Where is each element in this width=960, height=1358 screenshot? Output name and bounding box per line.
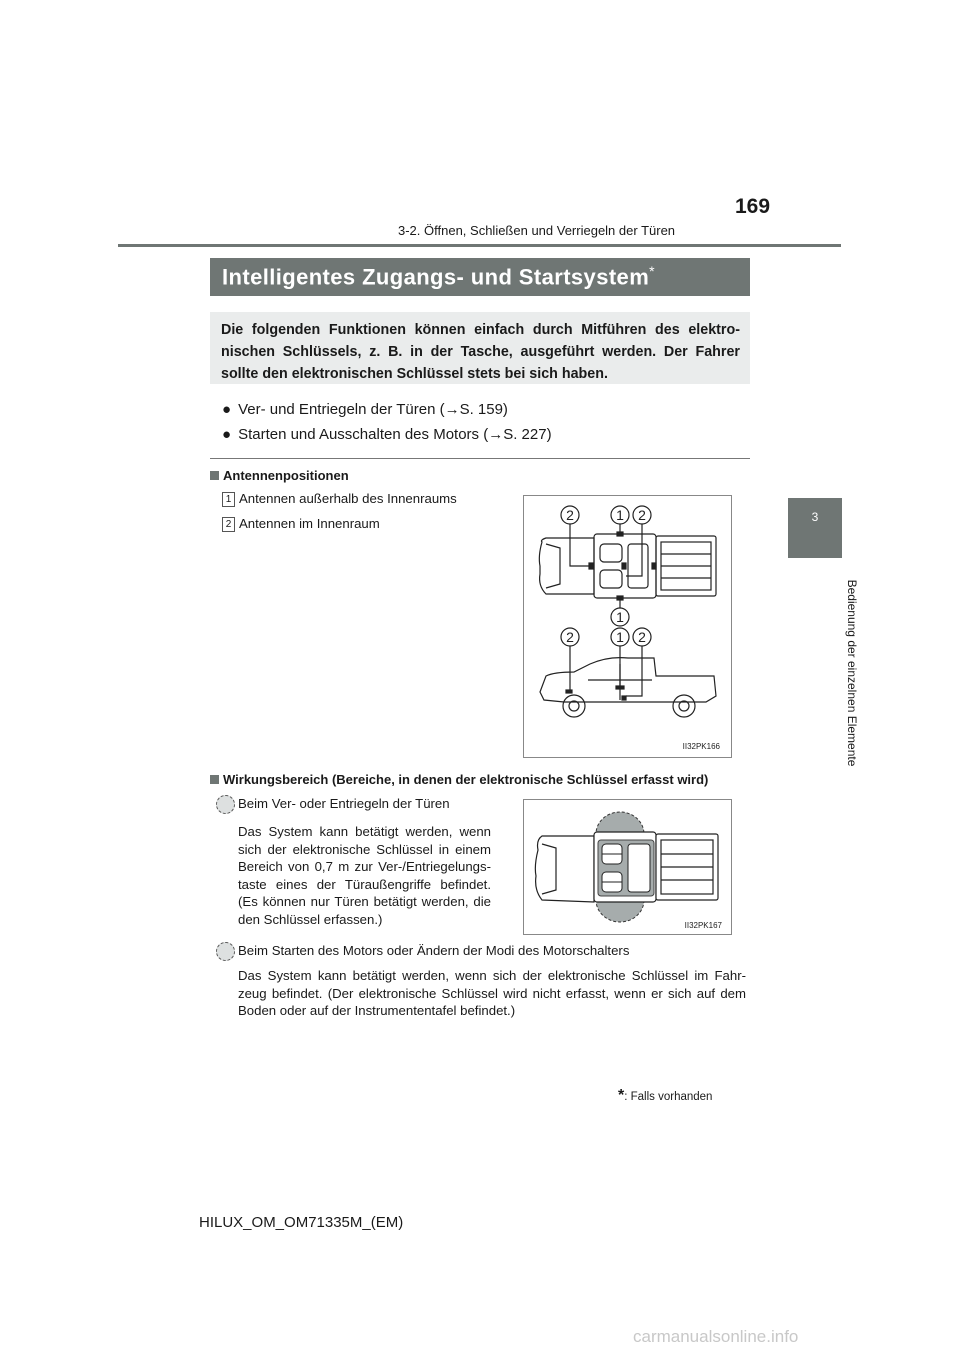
bullet-item bbox=[222, 426, 552, 443]
detection-area-icon bbox=[216, 942, 235, 961]
callout-2 bbox=[561, 506, 579, 524]
range-item-title: Beim Ver- oder Entriegeln der Türen bbox=[238, 796, 450, 811]
footnote-star: * bbox=[618, 1087, 625, 1104]
section-heading-text: Wirkungsbereich (Bereiche, in denen der elektronische Schlüssel erfasst wird) bbox=[223, 772, 709, 787]
intro-box: Die folgenden Funktionen können einfach durch Mitführen des elektro-nischen Schlüssels, z. B. in der Tasche, ausgeführt werden. Der Fahrer sollte den elektronischen Schlüssel stets bei sich haben. bbox=[210, 312, 750, 384]
watermark: carmanualsonline.info bbox=[633, 1327, 799, 1346]
figure-code: II32PK167 bbox=[684, 921, 722, 930]
range-item-doors bbox=[216, 795, 516, 813]
range-item-engine bbox=[216, 942, 756, 960]
callout-label: 2 bbox=[638, 629, 646, 645]
page-heading-text: Intelligentes Zugangs- und Startsystem bbox=[222, 264, 650, 290]
bullet-dot: ● bbox=[222, 401, 232, 418]
range-item-title: Beim Starten des Motors oder Ändern der Modi des Motorschalters bbox=[238, 943, 630, 958]
callout-1 bbox=[611, 608, 629, 626]
callout-1 bbox=[611, 506, 629, 524]
callout-2 bbox=[561, 628, 579, 646]
bullet-text: Starten und Ausschalten des Motors (→S. 227) bbox=[238, 426, 552, 443]
truck-antenna-illustration bbox=[524, 496, 731, 757]
range-item-body: Das System kann betätigt werden, wenn sich der elektronische Schlüssel im Fahr-zeug befindet. (Der elektronische Schlüssel wird nicht erfasst, wenn er sich auf dem Boden oder auf der Instrumententafel befindet.) bbox=[238, 968, 746, 1018]
callout-label: 2 bbox=[638, 507, 646, 523]
manual-code: HILUX_OM_OM71335M_(EM) bbox=[199, 1214, 404, 1231]
chapter-title: Bedienung der einzelnen Elemente bbox=[845, 579, 859, 767]
callout-2 bbox=[633, 628, 651, 646]
divider bbox=[210, 458, 750, 459]
page-heading bbox=[222, 263, 655, 290]
legend-item bbox=[222, 515, 512, 533]
header-rule bbox=[118, 244, 841, 247]
callout-label: 2 bbox=[566, 629, 574, 645]
page-number: 169 bbox=[735, 195, 771, 218]
callout-label: 2 bbox=[566, 507, 574, 523]
callout-number: 1 bbox=[222, 492, 235, 507]
bullet-dot: ● bbox=[222, 426, 232, 443]
figure-code: II32PK166 bbox=[682, 742, 720, 751]
range-figure bbox=[523, 799, 732, 935]
square-bullet-icon bbox=[210, 471, 219, 480]
callout-label: 1 bbox=[616, 507, 624, 523]
square-bullet-icon bbox=[210, 775, 219, 784]
callout-number: 2 bbox=[222, 517, 235, 532]
optional-marker: * bbox=[649, 263, 656, 279]
callout-label: 1 bbox=[616, 629, 624, 645]
section-heading-range bbox=[210, 772, 708, 787]
legend-item bbox=[222, 490, 512, 508]
bullet-text: Ver- und Entriegeln der Türen (→S. 159) bbox=[238, 401, 508, 418]
footnote-text: : Falls vorhanden bbox=[624, 1091, 713, 1103]
callout-1 bbox=[611, 628, 629, 646]
antenna-figure bbox=[523, 495, 732, 758]
legend-text: Antennen im Innenraum bbox=[239, 516, 380, 531]
truck-range-illustration bbox=[524, 800, 731, 934]
section-heading-antennas bbox=[210, 468, 349, 483]
callout-2 bbox=[633, 506, 651, 524]
detection-area-icon bbox=[216, 795, 235, 814]
chapter-number: 3 bbox=[811, 510, 819, 524]
footnote bbox=[618, 1087, 712, 1105]
range-item-body: Das System kann betätigt werden, wenn sich der elektronische Schlüssel in einem Bereich von 0,7 m zur Ver-/Entriegelungs-taste eines der Türaußengriffe befindet. (Es können nur Türen betätigt werden, die den Schlüssel erfassen.) bbox=[238, 824, 491, 927]
chapter-tab bbox=[788, 498, 842, 558]
legend-text: Antennen außerhalb des Innenraums bbox=[239, 491, 457, 506]
section-heading-text: Antennenpositionen bbox=[223, 468, 349, 483]
callout-label: 1 bbox=[616, 609, 624, 625]
bullet-item bbox=[222, 401, 508, 418]
section-title: 3-2. Öffnen, Schließen und Verriegeln der Türen bbox=[398, 223, 676, 238]
